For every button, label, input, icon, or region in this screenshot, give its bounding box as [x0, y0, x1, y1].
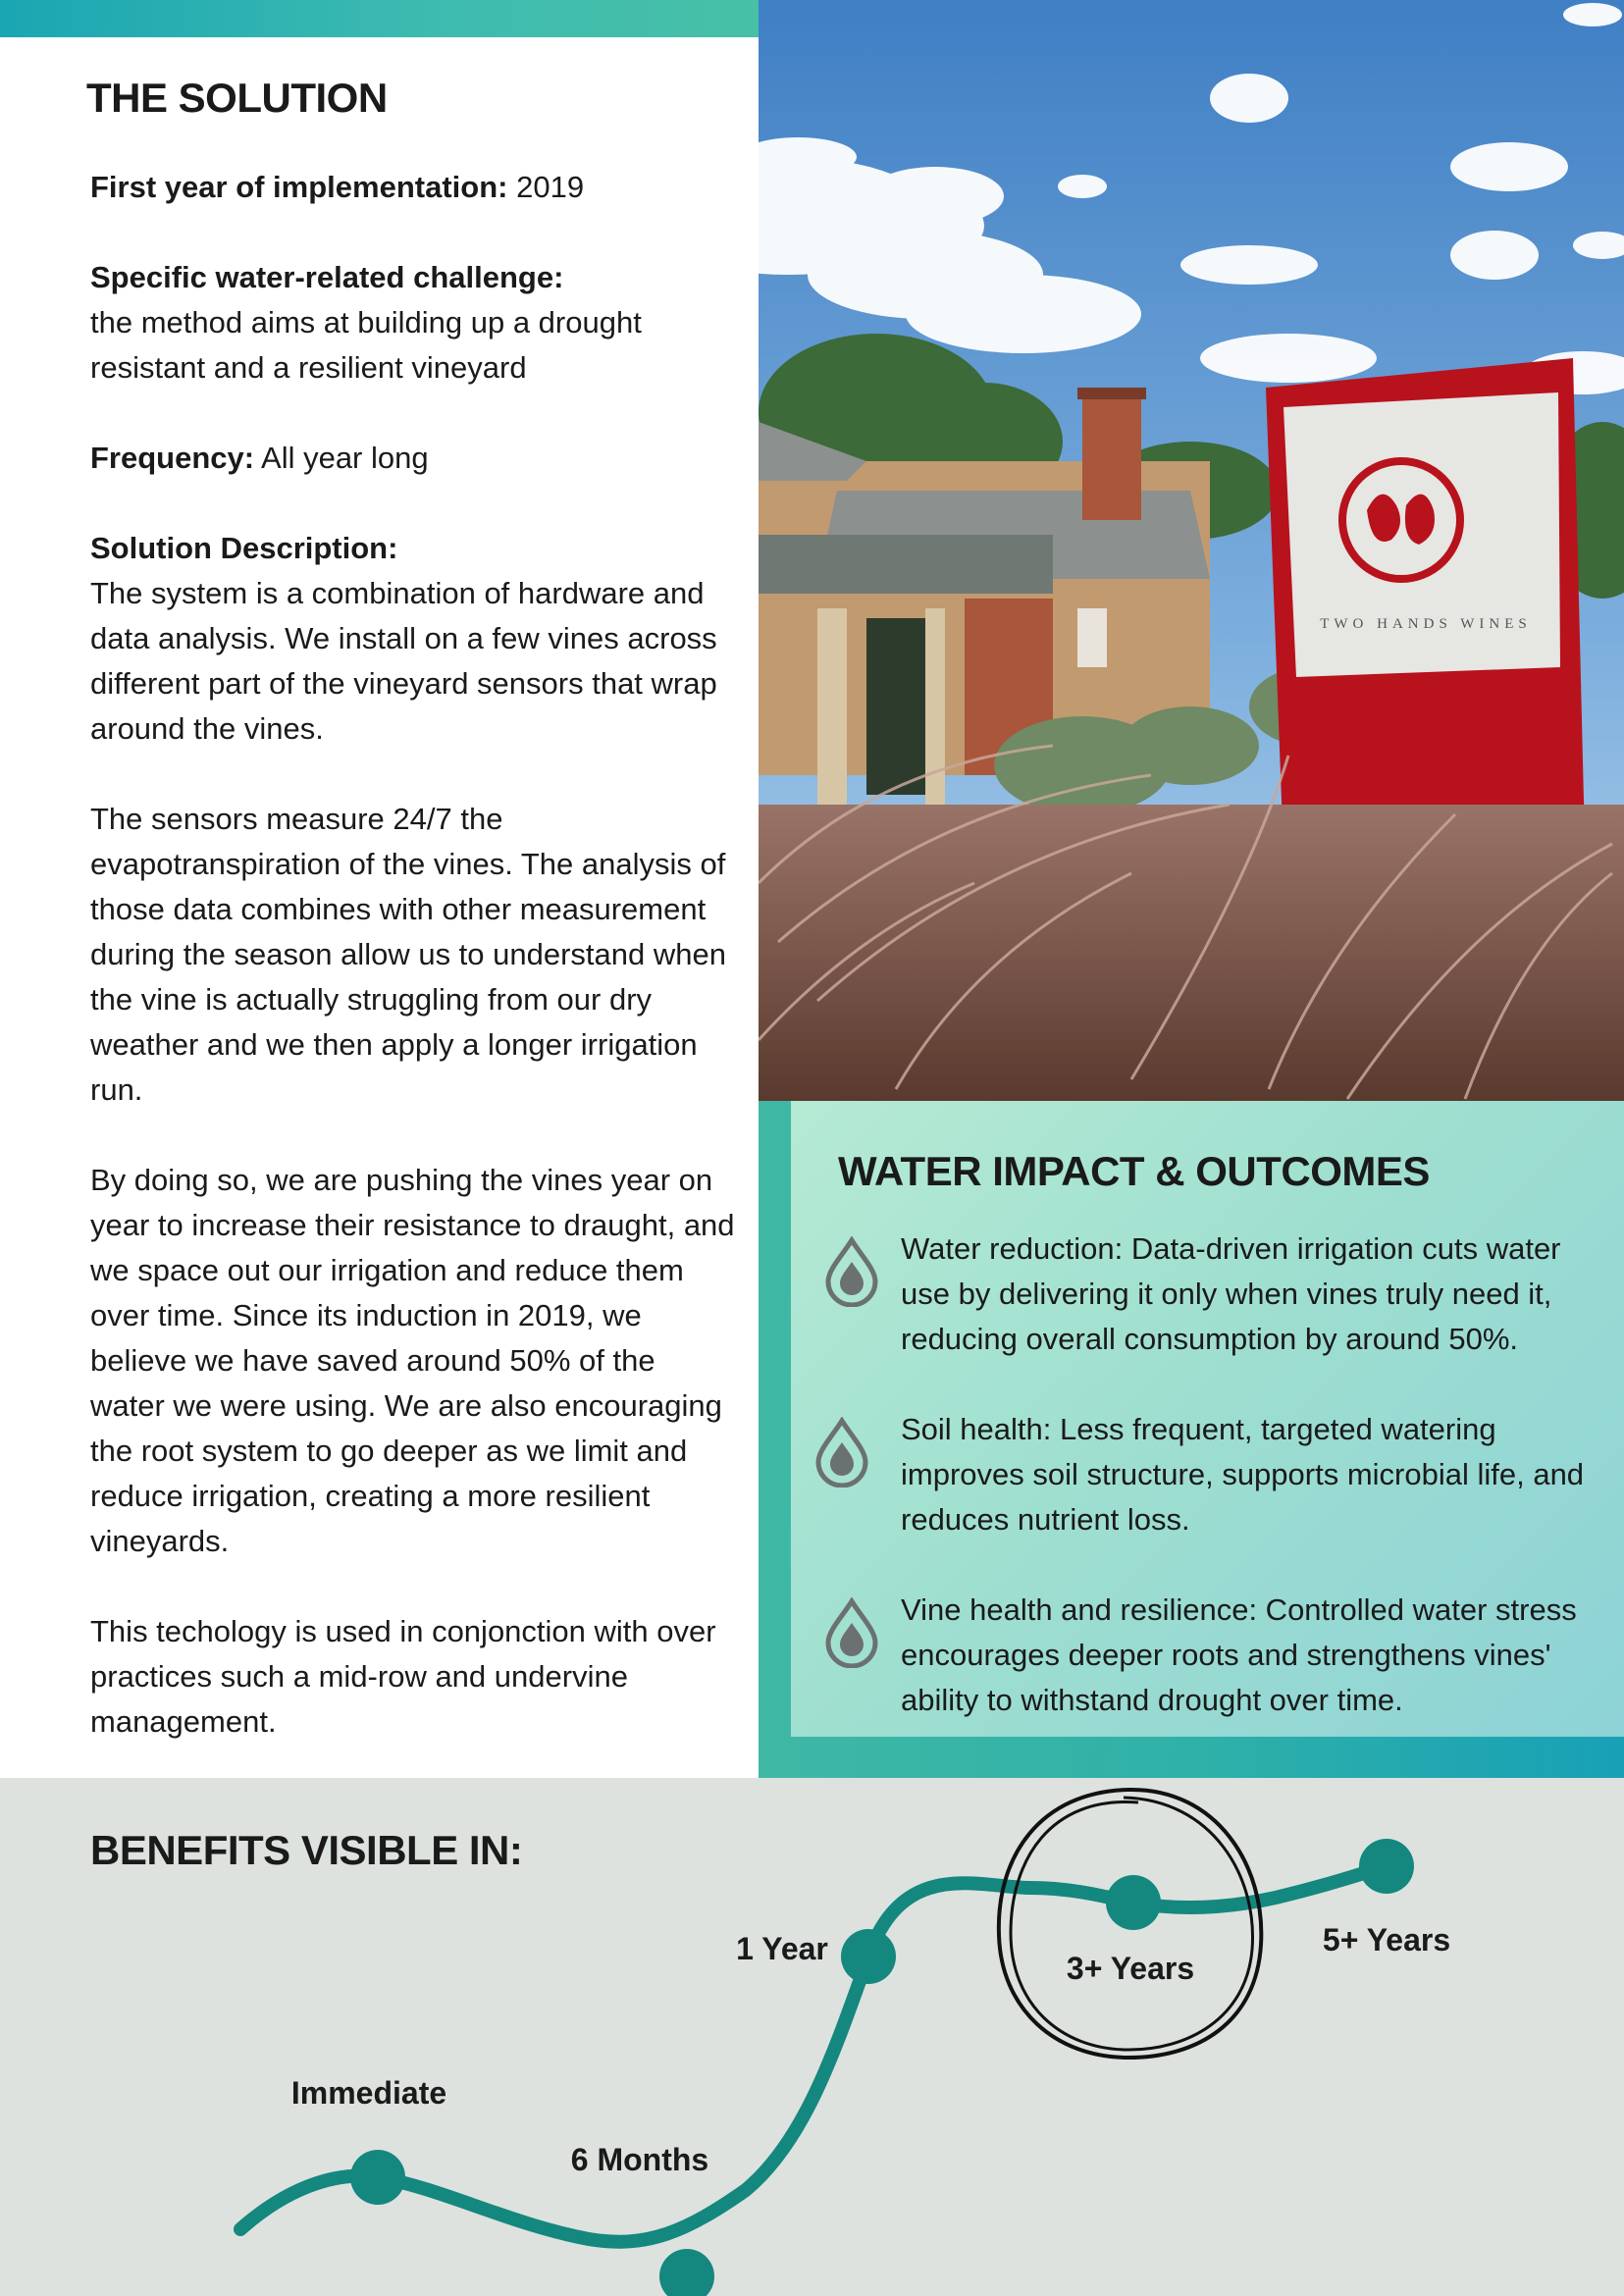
milestone-dot-1-year — [841, 1929, 896, 1984]
benefits-section — [0, 1778, 1624, 2296]
first-year-line — [90, 165, 738, 210]
description-paragraph: This techology is used in conjonction with over practices such a mid-row and undervine management. — [90, 1614, 716, 1739]
challenge-value: the method aims at building up a drought resistant and a resilient vineyard — [90, 305, 642, 385]
milestone-dot-6-months — [659, 2249, 714, 2296]
milestone-label-6-months: 6 Months — [570, 2142, 709, 2177]
milestone-dot-immediate — [350, 2150, 405, 2205]
water-drop-icon — [820, 1597, 883, 1668]
milestone-label-immediate: Immediate — [290, 2075, 447, 2111]
outcome-text: Vine health and resilience: Controlled water stress encourages deeper roots and strengthens vines' ability to withstand drought over time. — [901, 1592, 1577, 1717]
first-year-value: 2019 — [516, 170, 585, 204]
milestone-label-1-year: 1 Year — [736, 1931, 828, 1966]
description-paragraph: The sensors measure 24/7 the evapotranspiration of the vines. The analysis of those data combines with other measurement during the season allow us to understand when the vine is actually struggling from our dry weather and we then apply a longer irrigation run. — [90, 802, 726, 1107]
water-impact-panel — [791, 1101, 1624, 1737]
benefits-timeline — [0, 1778, 1624, 2296]
milestone-label-3-years: 3+ Years — [1066, 1951, 1195, 1986]
description-paragraph: By doing so, we are pushing the vines year on year to increase their resistance to draught, and we space out our irrigation and reduce them over time. Since its induction in 2019, we believe we have saved around 50% of the water we were using. We are also encouraging the root system to go deeper as we limit and reduce irrigation, creating a more resilient vineyards. — [90, 1163, 735, 1558]
challenge-block — [90, 255, 738, 391]
first-year-label: First year of implementation: — [90, 170, 508, 204]
sign-text: TWO HANDS WINES — [1320, 616, 1532, 632]
water-drop-icon — [811, 1417, 873, 1487]
grass — [759, 805, 1624, 1101]
outcome-text: Soil health: Less frequent, targeted watering improves soil structure, supports microbial life, and reduces nutrient loss. — [901, 1412, 1585, 1537]
winery-photo — [759, 0, 1624, 1101]
solution-body — [90, 165, 738, 1790]
water-drop-icon — [820, 1236, 883, 1307]
solution-section — [0, 37, 759, 1778]
outcome-text: Water reduction: Data-driven irrigation cuts water use by delivering it only when vines truly need it, reducing overall consumption by around 50%. — [901, 1231, 1561, 1356]
challenge-label: Specific water-related challenge: — [90, 260, 564, 294]
description-paragraph: The system is a combination of hardware and data analysis. We install on a few vines across different part of the vineyard sensors that wrap around the vines. — [90, 576, 717, 746]
frequency-label: Frequency: — [90, 441, 255, 475]
water-impact-section — [759, 1101, 1624, 1778]
solution-title: THE SOLUTION — [86, 75, 388, 121]
frequency-value: All year long — [261, 441, 429, 475]
milestone-label-5-years: 5+ Years — [1322, 1922, 1451, 1957]
top-accent-bar — [0, 0, 759, 37]
timeline-curve — [240, 1866, 1387, 2242]
frequency-line — [90, 436, 738, 481]
milestone-dot-3-years — [1106, 1875, 1161, 1930]
benefits-title: BENEFITS VISIBLE IN: — [90, 1827, 523, 1873]
milestone-dot-5-years — [1359, 1839, 1414, 1894]
description-label: Solution Description: — [90, 531, 398, 565]
description-block — [90, 526, 738, 752]
impact-title: WATER IMPACT & OUTCOMES — [838, 1148, 1430, 1194]
